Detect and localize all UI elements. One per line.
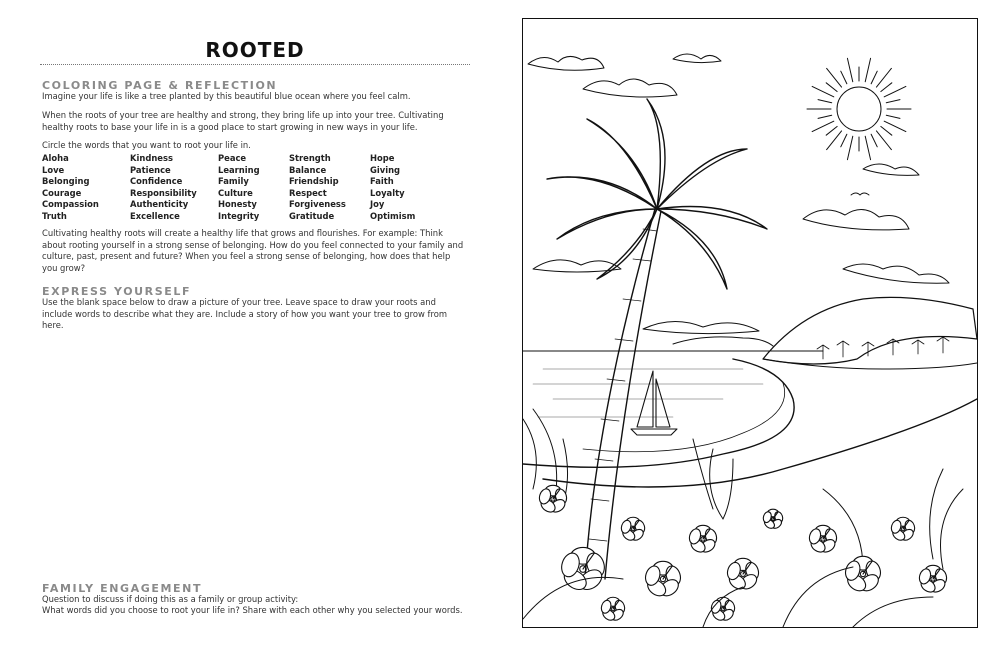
word-item: Integrity [218,210,260,221]
hibiscus-icon [918,565,949,594]
coloring-reflection-text: Cultivating healthy roots will create a healthy life that grows and flourishes. For example: Think about rooting yourself in a strong sense of belonging. How do you feel connected to your family and culture, past, present and future? When you feel a strong sense of belonging, how does that help you grow? [42,228,464,273]
sun-icon [807,58,911,159]
mountain [763,297,977,364]
hibiscus-icon [762,509,784,530]
word-item: Truth [42,210,67,221]
word-item: Authenticity [130,199,189,209]
section-heading-family: FAMILY ENGAGEMENT [42,582,203,595]
hibiscus-icon [710,597,736,622]
word-item: Aloha [42,153,69,163]
hibiscus-icon [538,485,569,514]
word-item: Balance [289,164,327,175]
coloring-illustration [522,18,978,628]
section-heading-express: EXPRESS YOURSELF [42,285,192,298]
word-item: Faith [370,176,394,186]
page-title: ROOTED [205,38,305,62]
family-question-intro: Question to discuss if doing this as a family or group activity: [42,594,299,604]
word-item: Gratitude [289,210,335,221]
word-item: Forgiveness [289,199,346,209]
hibiscus-icon [559,547,607,593]
word-item: Kindness [130,153,173,163]
word-item: Learning [218,164,260,175]
word-item: Excellence [130,210,180,221]
shoreline [763,359,977,369]
word-grid [42,153,467,222]
word-item: Love [42,164,65,175]
word-item: Confidence [130,176,183,186]
word-item: Honesty [218,199,257,209]
word-item: Friendship [289,176,339,186]
express-text: Use the blank space below to draw a picture of your tree. Leave space to draw your roots and include words to describe what they are. Include a story of how you want your tree to grow from here. [42,297,448,330]
word-item: Peace [218,153,247,163]
coloring-roots-text: When the roots of your tree are healthy and strong, they bring life up into your tree. Cultivating healthy roots to base your life in is a good place to start growing in new ways in your life. [42,110,444,132]
word-item: Joy [370,199,385,209]
palm-tree [547,99,767,579]
word-item: Giving [370,164,401,175]
family-question: What words did you choose to root your life in? Share with each other why you selected your words. [42,605,463,615]
left-page [40,0,470,647]
hibiscus-icon [600,597,626,622]
word-item: Strength [289,153,331,163]
bird-icon [851,193,869,195]
hibiscus-icon [620,517,646,542]
word-item: Optimism [370,210,416,221]
hibiscus-icon [643,561,683,599]
word-item: Family [218,176,249,186]
word-item: Belonging [42,176,90,186]
word-item: Culture [218,187,253,198]
word-item: Courage [42,187,82,198]
divider [40,64,470,65]
coloring-instruction: Circle the words that you want to root your life in. [42,140,251,150]
sailboat-icon [631,371,677,435]
word-item: Patience [130,164,171,175]
hibiscus-icon [890,517,916,542]
hibiscus-icon [688,525,719,554]
hibiscus-icon [808,525,839,554]
word-item: Responsibility [130,187,197,198]
coloring-intro: Imagine your life is like a tree planted by this beautiful blue ocean where you feel calm. [42,91,411,101]
word-item: Respect [289,187,327,198]
section-heading-coloring: COLORING PAGE & REFLECTION [42,79,278,92]
word-item: Loyalty [370,187,405,198]
word-item: Hope [370,153,395,163]
hibiscus-flowers [538,485,949,622]
hibiscus-icon [843,556,883,594]
word-item: Compassion [42,199,99,209]
